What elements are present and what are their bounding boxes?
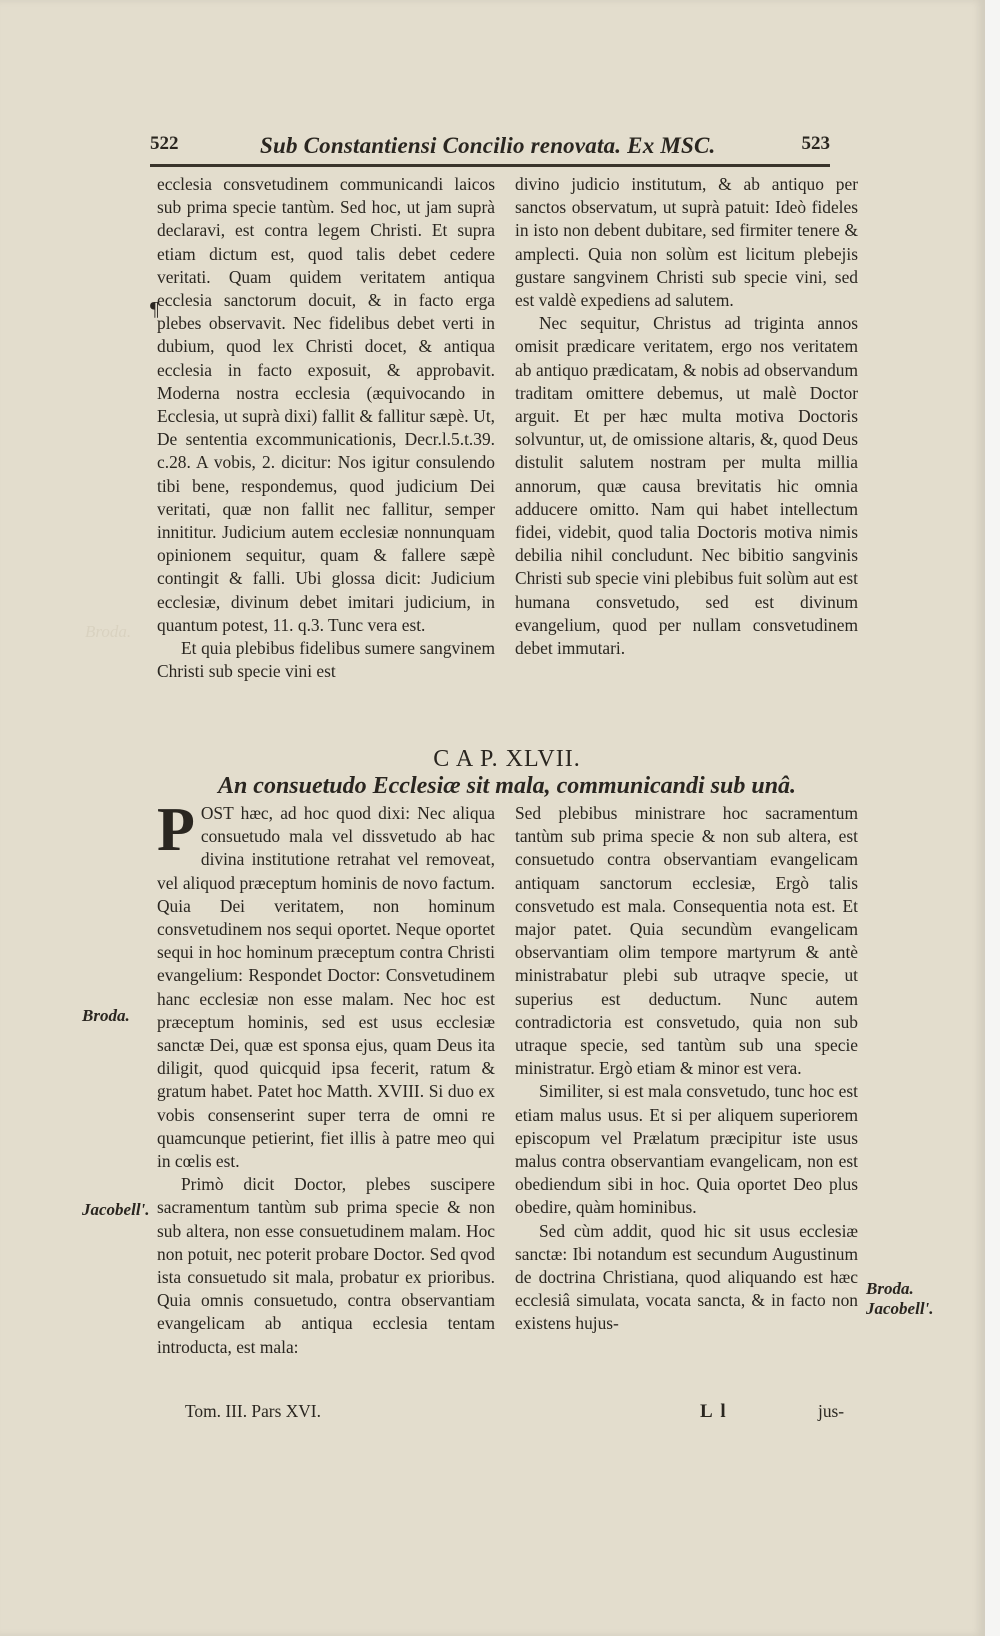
- left-column-upper: [157, 173, 495, 683]
- paragraph-text: OST hæc, ad hoc quod dixi: Nec aliqua consuetudo mala vel dissvetudo ab hac divina institutione retrahat vel removeat, vel aliquod præceptum hominis de novo factum. Quia Dei veritatem, non hominum consvetudinem nos sequi oportet. Neque oportet sequi in hoc hominum præceptum contra Christi evangelium: Respondet Doctor: Consvetudinem hanc ecclesiæ non esse malam. Nec hoc est præceptum hominis, sed est usus ecclesiæ sanctæ Dei, quæ est sponsa ejus, quam Deus ita diligit, quod quicquid ipsa fecerit, ratum & gratum habet. Patet hoc Matth. XVIII. Si duo ex vobis consenserint super terra de omni re quamcunque petierint, fiet illis à patre meo qui in cœlis est.: [157, 803, 495, 1172]
- page-number-left: 522: [150, 133, 179, 154]
- margin-note-bleed: Broda.: [85, 622, 132, 641]
- page-number-right: 523: [801, 133, 830, 154]
- page-margin-white: [985, 0, 1000, 1636]
- margin-note-right: [866, 1279, 934, 1319]
- header-rule: [150, 164, 830, 167]
- catchword: jus-: [818, 1401, 845, 1421]
- paragraph: Nec sequitur, Christus ad triginta annos omisit prædicare veritatem, ergo nos veritatem ab antiquo prædicatam, & nobis ad observandum traditam omittere debemus, ut malè Doctor arguit. Et per hæc multa motiva Doctoris solvuntur, ut, de omissione altaris, &, quod Deus distulit salutem nostram per multa millia annorum, quæ causa brevitatis hic omnia adducere omitto. Nam qui habet intellectum fidei, videbit, quod talia Doctoris motiva nimis debilia nihil concludunt. Nec bibitio sangvinis Christi sub specie vini plebibus fuit solùm aut est humana consvetudo, sed est divinum evangelium, quod per nullam consvetudinem debet immutari.: [515, 313, 858, 659]
- drop-capital: P: [157, 796, 195, 864]
- margin-note-jacobell: Jacobell'.: [82, 1200, 150, 1219]
- chapter-heading: C A P. XLVII.: [433, 746, 581, 772]
- page-header: [150, 133, 830, 169]
- running-title: Sub Constantiensi Concilio renovata. Ex MSC.: [260, 133, 716, 158]
- right-column-upper: [515, 173, 858, 660]
- paragraph: divino judicio institutum, & ab antiquo per sanctos observatum, ut suprà patuit: Ideò fideles in isto non debent dubitare, sed firmiter tenere & amplecti. Quia non solùm est licitum plebejis gustare sangvinem Christi sub specie vini, sed est valdè expediens ad salutem.: [515, 174, 858, 311]
- margin-note-jacobell: Jacobell'.: [866, 1299, 934, 1318]
- paragraph: Et quia plebibus fidelibus sumere sangvinem Christi sub specie vini est: [157, 638, 495, 682]
- paragraph: Sed cùm addit, quod hic sit usus ecclesiæ sanctæ: Ibi notandum est secundum Augustinum de doctrina Christiana, quod aliquando est hæc ecclesiâ simulata, vocata sancta, & in facto non existens hujus-: [515, 1220, 858, 1334]
- margin-mark: ¶: [150, 298, 160, 320]
- chapter-title: An consuetudo Ecclesiæ sit mala, communicandi sub unâ.: [217, 773, 797, 799]
- margin-note-broda: Broda.: [82, 1006, 130, 1025]
- paragraph: [157, 796, 495, 1173]
- margin-note-broda: Broda.: [866, 1279, 914, 1298]
- paragraph: Primò dicit Doctor, plebes suscipere sacramentum tantùm sub prima specie & non sub altera, non esse consuetudinem malam. Hoc non potuit, nec poterit probare Doctor. Sed qvod ista consuetudo sit mala, probatur ex prioribus. Quia omnis consuetudo, contra observantiam evangelicam ab antiqua ecclesia tentam introducta, est mala:: [157, 1174, 495, 1357]
- signature-mark: L l: [700, 1401, 728, 1422]
- volume-footer: Tom. III. Pars XVI.: [185, 1401, 321, 1421]
- paragraph: ecclesia consvetudinem communicandi laicos sub prima specie tantùm. Sed hoc, ut jam suprà declaravi, est contra legem Christi. Et supra etiam dictum est, quod talis debet cedere veritati. Quam quidem veritatem antiqua ecclesia sanctorum docuit, & in facto erga plebes observavit. Nec fidelibus debet verti in dubium, quod lex Christi docet, & antiqua ecclesia in facto exposuit, & approbavit. Moderna nostra ecclesia (æquivocando in Ecclesia, ut suprà dixi) fallit & fallitur sæpè. Ut, De sententia excommunicationis, Decr.l.5.t.39. c.28. A vobis, 2. dicitur: Nos igitur consulendo tibi bene, respondemus, quod judicium Dei veritati, quæ non fallit nec fallitur, semper innititur. Judicium autem ecclesiæ nonnunquam opinionem sequitur, quam & fallere sæpè contingit & falli. Ubi glossa dicit: Judicium ecclesiæ, divinum debet imitari judicium, in quantum potest, 11. q.3. Tunc vera est.: [157, 174, 495, 635]
- paragraph: Similiter, si est mala consvetudo, tunc hoc est etiam malus usus. Et si per aliquem superiorem episcopum vel Prælatum præcipitur iste usus malus contra observantiam evangelicam, non est obediendum sibi in hoc. Quia oportet Deo plus obedire, quàm hominibus.: [515, 1081, 858, 1218]
- paragraph: Sed plebibus ministrare hoc sacramentum tantùm sub prima specie & non sub altera, est consuetudo contra observantiam evangelicam antiquam sanctorum ecclesiæ, Ergò talis consvetudo est mala. Consequentia nota est. Et major patet. Quia secundùm evangelicam observantiam olim tempore martyrum & antè ministrabatur plebi sub utraqve specie, ut superius est deductum. Nunc autem contradictoria est consvetudo, quia non sub utraque specie, sed tantùm sub una specie ministratur. Ergò etiam & minor est vera.: [515, 803, 858, 1079]
- right-column-lower: [515, 802, 858, 1336]
- left-column-lower: [157, 796, 495, 1359]
